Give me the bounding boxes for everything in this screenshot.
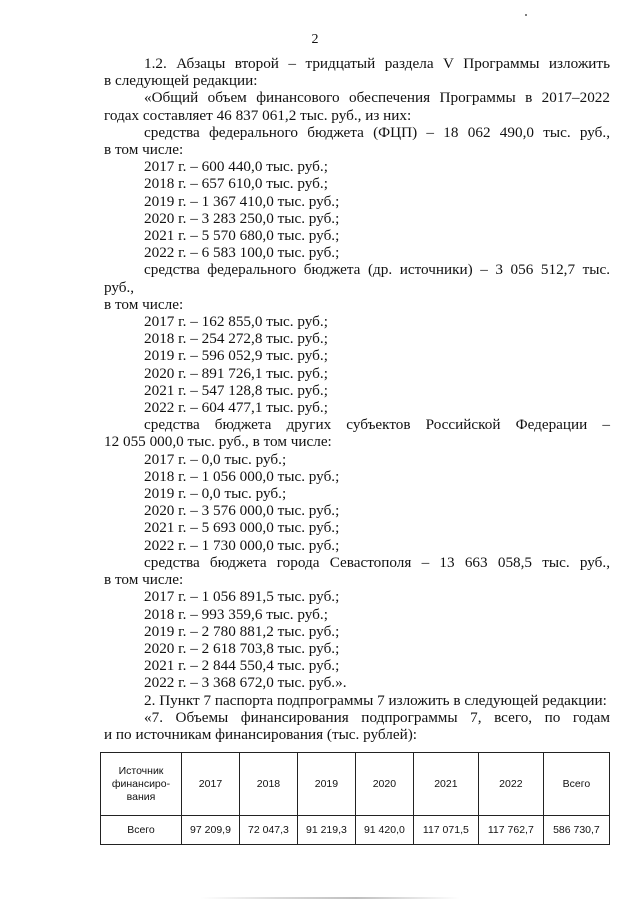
table-cell: 117 071,5	[413, 816, 478, 845]
sevastopol-line-2: в том числе:	[104, 571, 184, 589]
table-cell: 91 219,3	[297, 816, 355, 845]
fed-other-line-2: в том числе:	[104, 295, 184, 313]
fed-other-year: 2017 г. – 162 855,0 тыс. руб.;	[144, 313, 328, 331]
paragraph-1-line-2: в следующей редакции:	[104, 72, 258, 90]
fed-fcp-year: 2020 г. – 3 283 250,0 тыс. руб.;	[144, 209, 340, 227]
fed-other-year: 2018 г. – 254 272,8 тыс. руб.;	[144, 330, 328, 348]
header-src-line: финансиро-	[111, 777, 171, 790]
header-src-line: вания	[126, 790, 156, 803]
subjects-year: 2020 г. – 3 576 000,0 тыс. руб.;	[144, 502, 340, 520]
fed-other-year: 2021 г. – 547 128,8 тыс. руб.;	[144, 381, 328, 399]
subjects-line-2: 12 055 000,0 тыс. руб., в том числе:	[104, 433, 332, 451]
fed-fcp-year: 2021 г. – 5 570 680,0 тыс. руб.;	[144, 227, 340, 245]
fed-other-year: 2022 г. – 604 477,1 тыс. руб.;	[144, 399, 328, 417]
table-cell: 91 420,0	[355, 816, 413, 845]
fed-fcp-year: 2018 г. – 657 610,0 тыс. руб.;	[144, 175, 328, 193]
sevastopol-year: 2019 г. – 2 780 881,2 тыс. руб.;	[144, 622, 340, 640]
fed-fcp-year: 2017 г. – 600 440,0 тыс. руб.;	[144, 158, 328, 176]
paragraph-2-line-2: годах составляет 46 837 061,2 тыс. руб., из них:	[104, 106, 412, 124]
table-header-cell: 2021	[413, 753, 478, 816]
table-header-cell: 2017	[182, 753, 240, 816]
table-header-cell	[101, 753, 182, 816]
scan-artifact	[200, 897, 460, 899]
sevastopol-year: 2018 г. – 993 359,6 тыс. руб.;	[144, 605, 328, 623]
fed-other-year: 2020 г. – 891 726,1 тыс. руб.;	[144, 364, 328, 382]
sevastopol-year: 2017 г. – 1 056 891,5 тыс. руб.;	[144, 588, 340, 606]
table-row	[101, 816, 610, 845]
table-cell: 97 209,9	[182, 816, 240, 845]
subjects-line-1: средства бюджета других субъектов Российской Федерации –	[144, 416, 610, 434]
sevastopol-year: 2021 г. – 2 844 550,4 тыс. руб.;	[144, 657, 340, 675]
paragraph-4-line-1: «7. Объемы финансирования подпрограммы 7, всего, по годам	[144, 708, 610, 726]
fed-other-year: 2019 г. – 596 052,9 тыс. руб.;	[144, 347, 328, 365]
scan-speck	[525, 14, 527, 16]
page-number: 2	[311, 32, 319, 47]
table-cell: 586 730,7	[543, 816, 609, 845]
fed-fcp-line-1: средства федерального бюджета (ФЦП) – 18 062 490,0 тыс. руб.,	[144, 123, 610, 141]
financing-table	[100, 752, 610, 845]
table-header-row	[101, 753, 610, 816]
table-cell: 72 047,3	[239, 816, 297, 845]
paragraph-4-line-2: и по источникам финансирования (тыс. рублей):	[104, 725, 418, 743]
table-header-cell: 2018	[239, 753, 297, 816]
subjects-year: 2017 г. – 0,0 тыс. руб.;	[144, 450, 287, 468]
subjects-year: 2019 г. – 0,0 тыс. руб.;	[144, 485, 287, 503]
table-header-cell: 2022	[478, 753, 543, 816]
fed-other-line-1: средства федерального бюджета (др. источники) – 3 056 512,7 тыс. руб.,	[104, 261, 610, 296]
sevastopol-year: 2022 г. – 3 368 672,0 тыс. руб.».	[144, 674, 347, 692]
subjects-year: 2018 г. – 1 056 000,0 тыс. руб.;	[144, 467, 340, 485]
fed-fcp-line-2: в том числе:	[104, 141, 184, 159]
table-cell: Всего	[101, 816, 182, 845]
sevastopol-line-1: средства бюджета города Севастополя – 13 663 058,5 тыс. руб.,	[144, 553, 610, 571]
table-header-cell: 2020	[355, 753, 413, 816]
table-header-cell: Всего	[543, 753, 609, 816]
subjects-year: 2022 г. – 1 730 000,0 тыс. руб.;	[144, 536, 340, 554]
paragraph-1-line-1: 1.2. Абзацы второй – тридцатый раздела V Программы изложить	[144, 55, 610, 72]
header-src-line: Источник	[118, 764, 164, 777]
fed-fcp-year: 2019 г. – 1 367 410,0 тыс. руб.;	[144, 192, 340, 210]
table-header-cell: 2019	[297, 753, 355, 816]
document-body	[104, 55, 610, 743]
table-cell: 117 762,7	[478, 816, 543, 845]
paragraph-3: 2. Пункт 7 паспорта подпрограммы 7 изложить в следующей редакции:	[144, 691, 607, 709]
sevastopol-year: 2020 г. – 2 618 703,8 тыс. руб.;	[144, 639, 340, 657]
paragraph-2-line-1: «Общий объем финансового обеспечения Программы в 2017–2022	[144, 89, 610, 107]
subjects-year: 2021 г. – 5 693 000,0 тыс. руб.;	[144, 519, 340, 537]
fed-fcp-year: 2022 г. – 6 583 100,0 тыс. руб.;	[144, 244, 340, 262]
